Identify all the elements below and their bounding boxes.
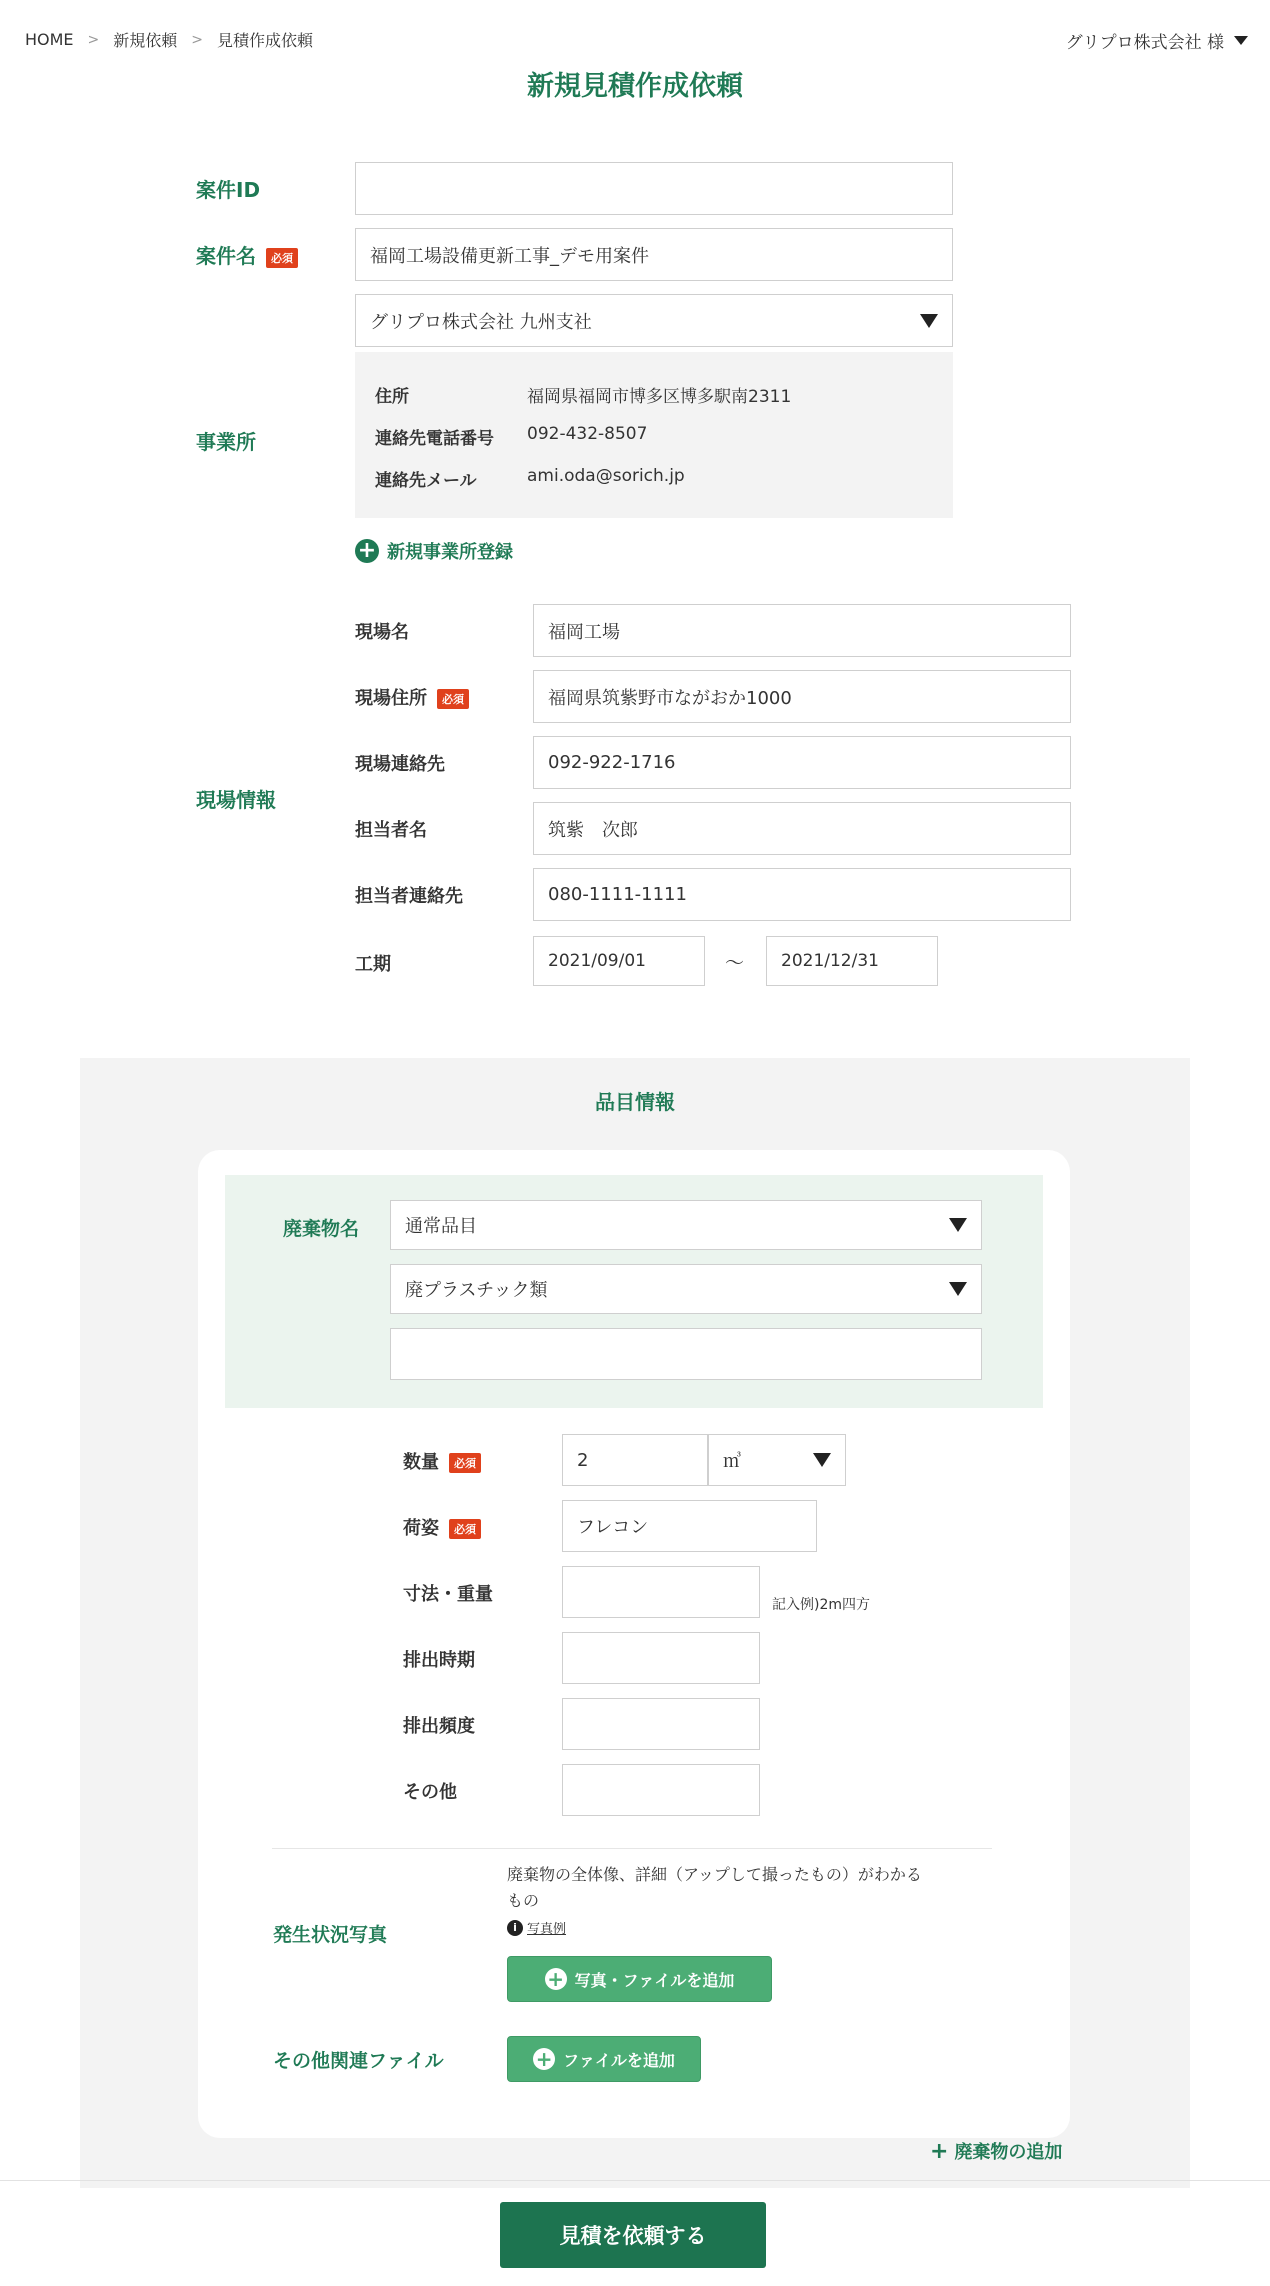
dropdown-arrow-icon [949, 1282, 967, 1296]
waste-type-select[interactable] [390, 1264, 982, 1314]
site-info-label: 現場情報 [196, 788, 276, 812]
person-contact-label: 担当者連絡先 [355, 886, 463, 907]
office-phone-value: 092-432-8507 [527, 424, 648, 444]
dropdown-arrow-icon [813, 1453, 831, 1467]
add-photo-button-label: 写真・ファイルを追加 [574, 1970, 735, 1990]
office-address-value: 福岡県福岡市博多区博多駅南2311 [527, 387, 792, 407]
size-weight-label: 寸法・重量 [403, 1584, 493, 1605]
chevron-right-icon: > [87, 31, 100, 48]
person-name-label: 担当者名 [355, 820, 427, 841]
packing-label: 荷姿 必須 [403, 1514, 481, 1540]
discharge-timing-label: 排出時期 [403, 1650, 475, 1671]
waste-type-value: 廃プラスチック類 [405, 1280, 548, 1301]
photo-label: 発生状況写真 [273, 1924, 388, 1946]
office-email-value: ami.oda@sorich.jp [527, 466, 685, 486]
discharge-frequency-label: 排出頻度 [403, 1716, 475, 1737]
required-badge: 必須 [266, 248, 298, 268]
site-address-input[interactable]: 福岡県筑紫野市ながおか1000 [533, 670, 1071, 723]
new-office-link[interactable] [355, 538, 513, 564]
office-label: 事業所 [196, 430, 256, 454]
packing-input[interactable]: フレコン [562, 1500, 817, 1552]
office-details [355, 352, 953, 518]
other-label: その他 [403, 1782, 457, 1803]
breadcrumb [25, 28, 313, 51]
breadcrumb-new-request[interactable]: 新規依頼 [113, 31, 178, 50]
site-address-label: 現場住所 必須 [355, 684, 469, 710]
page-title: 新規見積作成依頼 [527, 71, 743, 102]
caret-down-icon [1234, 36, 1248, 45]
case-name-label: 案件名 必須 [196, 240, 298, 269]
discharge-frequency-input[interactable] [562, 1698, 760, 1750]
photo-example-label: 写真例 [527, 1922, 567, 1937]
add-file-button-label: ファイルを追加 [563, 2050, 675, 2070]
required-badge: 必須 [449, 1519, 481, 1539]
site-contact-label: 現場連絡先 [355, 754, 445, 775]
office-select[interactable] [355, 294, 953, 347]
info-icon: i [507, 1920, 523, 1936]
plus-circle-icon: + [545, 1968, 567, 1990]
submit-request-button[interactable]: 見積を依頼する [500, 2202, 766, 2268]
period-start-input[interactable]: 2021/09/01 [533, 936, 705, 986]
period-end-input[interactable]: 2021/12/31 [766, 936, 938, 986]
unit-select[interactable] [708, 1434, 846, 1486]
size-weight-hint: 記入例)2m四方 [772, 1597, 871, 1613]
case-id-label: 案件ID [196, 178, 261, 202]
discharge-timing-input[interactable] [562, 1632, 760, 1684]
breadcrumb-current: 見積作成依頼 [217, 31, 314, 50]
add-waste-label: 廃棄物の追加 [954, 2142, 1063, 2163]
period-label: 工期 [355, 954, 391, 975]
waste-category-select[interactable] [390, 1200, 982, 1250]
other-input[interactable] [562, 1764, 760, 1816]
unit-value: ㎥ [723, 1451, 741, 1472]
case-name-input[interactable]: 福岡工場設備更新工事_デモ用案件 [355, 228, 953, 281]
waste-category-value: 通常品目 [405, 1216, 477, 1237]
add-photo-button[interactable] [507, 1956, 772, 2002]
office-email-key: 連絡先メール [375, 471, 477, 491]
add-waste-link[interactable] [930, 2138, 1062, 2164]
waste-free-input[interactable] [390, 1328, 982, 1380]
quantity-input[interactable]: 2 [562, 1434, 708, 1486]
plus-circle-icon: + [533, 2048, 555, 2070]
chevron-right-icon: > [191, 31, 204, 48]
add-file-button[interactable] [507, 2036, 701, 2082]
waste-name-label: 廃棄物名 [283, 1218, 360, 1240]
plus-circle-icon: + [355, 539, 379, 563]
dropdown-arrow-icon [920, 314, 938, 328]
items-section-title: 品目情報 [595, 1090, 675, 1114]
quantity-label: 数量 必須 [403, 1448, 481, 1474]
office-address-key: 住所 [375, 387, 409, 407]
breadcrumb-home[interactable]: HOME [25, 30, 74, 49]
person-name-input[interactable]: 筑紫 次郎 [533, 802, 1071, 855]
case-id-input[interactable] [355, 162, 953, 215]
required-badge: 必須 [437, 689, 469, 709]
person-contact-input[interactable]: 080-1111-1111 [533, 868, 1071, 921]
footer-divider [0, 2180, 1270, 2181]
office-select-value: グリプロ株式会社 九州支社 [370, 311, 592, 333]
plus-icon: + [930, 2138, 949, 2164]
other-files-label: その他関連ファイル [273, 2050, 444, 2072]
site-name-label: 現場名 [355, 622, 409, 643]
site-name-input[interactable]: 福岡工場 [533, 604, 1071, 657]
required-badge: 必須 [449, 1453, 481, 1473]
user-name: グリプロ株式会社 様 [1065, 33, 1224, 53]
period-separator: ～ [725, 952, 745, 974]
photo-description-line2: もの [507, 1891, 540, 1910]
size-weight-input[interactable] [562, 1566, 760, 1618]
user-menu[interactable] [1066, 28, 1248, 53]
dropdown-arrow-icon [949, 1218, 967, 1232]
new-office-link-label: 新規事業所登録 [387, 542, 513, 563]
photo-description-line1: 廃棄物の全体像、詳細（アップして撮ったもの）がわかる [507, 1865, 922, 1884]
site-contact-input[interactable]: 092-922-1716 [533, 736, 1071, 789]
photo-example-link[interactable] [507, 1918, 566, 1937]
office-phone-key: 連絡先電話番号 [375, 429, 494, 449]
divider [272, 1848, 992, 1849]
